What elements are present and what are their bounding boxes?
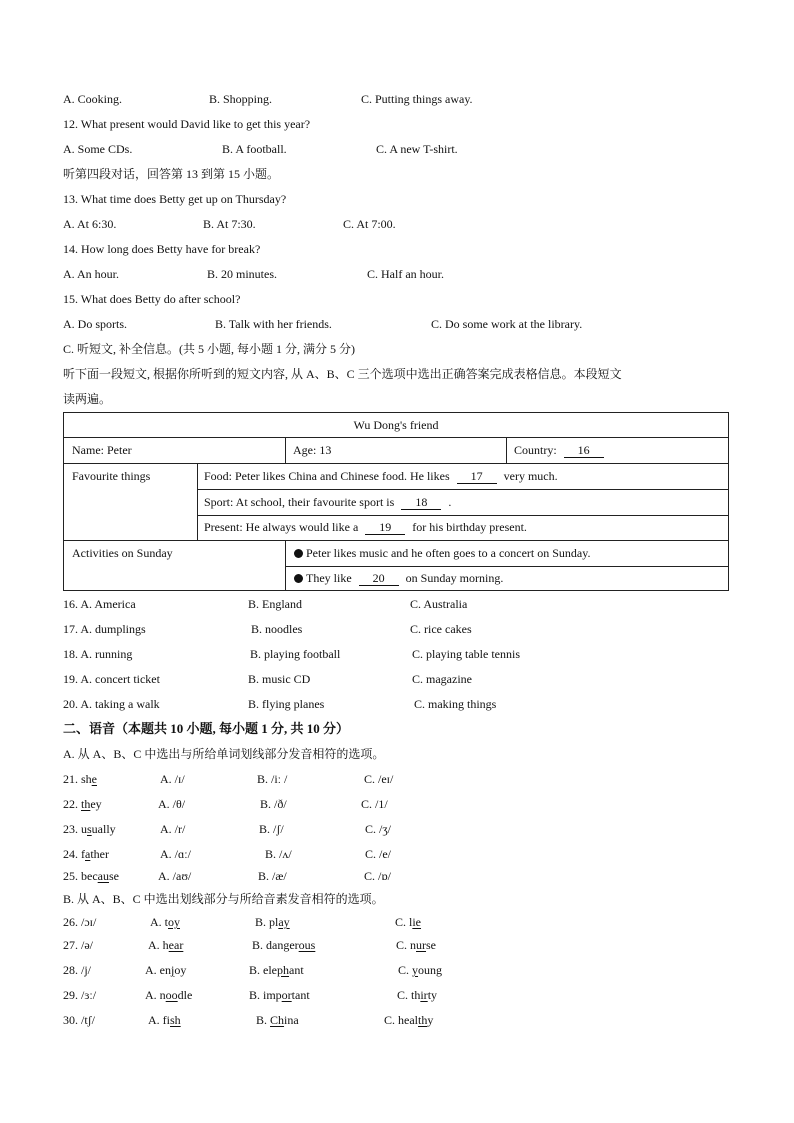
q12-option-a: A. Some CDs.: [63, 142, 133, 156]
q26-option-c: C. lie: [395, 915, 422, 929]
q13-option-a: A. At 6:30.: [63, 217, 117, 231]
q27-option-b: B. dangerous: [252, 938, 316, 952]
blank-18: 18: [401, 495, 441, 510]
q15-option-b: B. Talk with her friends.: [215, 317, 332, 331]
q28-option-a: A. enjoy: [145, 963, 187, 977]
table-activity-1: Peter likes music and he often goes to a concert on Sunday.: [294, 544, 590, 562]
q16-option-b: B. England: [248, 597, 302, 611]
q25-word: 25. because: [63, 869, 119, 883]
q17-option-c: C. rice cakes: [410, 622, 472, 636]
q16-option-c: C. Australia: [410, 597, 468, 611]
bullet-icon: [294, 574, 303, 583]
q13-stem: 13. What time does Betty get up on Thursday?: [63, 192, 287, 206]
blank-17: 17: [457, 469, 497, 484]
q18-option-b: B. playing football: [250, 647, 341, 661]
q30-option-b: B. China: [256, 1013, 299, 1027]
q12-option-b: B. A football.: [222, 142, 287, 156]
table-favourite-label: Favourite things: [72, 469, 151, 483]
q29-option-b: B. important: [249, 988, 310, 1002]
table-title: Wu Dong's friend: [353, 418, 439, 432]
q13-option-b: B. At 7:30.: [203, 217, 256, 231]
q29-option-a: A. noodle: [145, 988, 193, 1002]
q26-option-b: B. play: [255, 915, 290, 929]
q20-option-c: C. making things: [414, 697, 497, 711]
q19-option-a: 19. A. concert ticket: [63, 672, 160, 686]
q16-option-a: 16. A. America: [63, 597, 136, 611]
q17-option-a: 17. A. dumplings: [63, 622, 146, 636]
q29-phoneme: 29. /ɜː/: [63, 988, 97, 1002]
section-c-instruction-cont: 读两遍。: [63, 392, 112, 406]
q21-option-c: C. /eɪ/: [364, 772, 394, 786]
blank-16: 16: [564, 443, 604, 458]
q24-option-b: B. /ʌ/: [265, 847, 292, 861]
q18-option-a: 18. A. running: [63, 647, 133, 661]
q11-option-a: A. Cooking.: [63, 92, 123, 106]
q15-option-a: A. Do sports.: [63, 317, 128, 331]
blank-20: 20: [359, 571, 399, 586]
q15-stem: 15. What does Betty do after school?: [63, 292, 241, 306]
table-activities-label: Activities on Sunday: [72, 546, 173, 560]
q22-option-c: C. /1/: [361, 797, 388, 811]
q28-option-c: C. young: [398, 963, 443, 977]
q20-option-a: 20. A. taking a walk: [63, 697, 160, 711]
table-age: Age: 13: [293, 443, 332, 457]
q20-option-b: B. flying planes: [248, 697, 325, 711]
q13-option-c: C. At 7:00.: [343, 217, 396, 231]
q27-phoneme: 27. /ə/: [63, 938, 93, 952]
q19-option-b: B. music CD: [248, 672, 311, 686]
part4-intro: 听第四段对话，回答第 13 到第 15 小题。: [63, 167, 280, 181]
q21-option-a: A. /ɪ/: [160, 772, 185, 786]
q29-option-c: C. thirty: [397, 988, 438, 1002]
q30-option-c: C. healthy: [384, 1013, 434, 1027]
q17-option-b: B. noodles: [251, 622, 303, 636]
table-country: Country: 16: [514, 441, 604, 459]
q28-phoneme: 28. /j/: [63, 963, 92, 977]
q30-phoneme: 30. /tʃ/: [63, 1013, 95, 1027]
table-food: Food: Peter likes China and Chinese food. He likes 17 very much.: [204, 469, 558, 483]
q28-option-b: B. elephant: [249, 963, 304, 977]
q23-option-b: B. /ʃ/: [259, 822, 284, 836]
section-c-instruction: 听下面一段短文, 根据你所听到的短文内容, 从 A、B、C 三个选项中选出正确答案完成表格信息。本段短文: [63, 367, 622, 381]
q24-option-a: A. /ɑː/: [160, 847, 191, 861]
part2-section-a-instruction: A. 从 A、B、C 中选出与所给单词划线部分发音相符的选项。: [63, 747, 385, 761]
table-name: Name: Peter: [72, 443, 132, 457]
q11-option-c: C. Putting things away.: [361, 92, 473, 106]
q25-option-c: C. /ɒ/: [364, 869, 391, 883]
q26-option-a: A. toy: [150, 915, 180, 929]
q14-option-a: A. An hour.: [63, 267, 120, 281]
q11-option-b: B. Shopping.: [209, 92, 273, 106]
q12-stem: 12. What present would David like to get this year?: [63, 117, 311, 131]
q23-option-c: C. /ʒ/: [365, 822, 391, 836]
part2-section-b-instruction: B. 从 A、B、C 中选出划线部分与所给音素发音相符的选项。: [63, 892, 384, 906]
q15-option-c: C. Do some work at the library.: [431, 317, 583, 331]
q24-word: 24. father: [63, 847, 109, 861]
info-table: [63, 412, 729, 591]
q14-stem: 14. How long does Betty have for break?: [63, 242, 261, 256]
q21-word: 21. she: [63, 772, 97, 786]
q23-option-a: A. /r/: [160, 822, 186, 836]
section-c-title: C. 听短文, 补全信息。(共 5 小题, 每小题 1 分, 满分 5 分): [63, 342, 355, 356]
q23-word: 23. usually: [63, 822, 116, 836]
q25-option-a: A. /aʊ/: [158, 869, 192, 883]
q24-option-c: C. /e/: [365, 847, 391, 861]
part2-title: 二、语音（本题共 10 小题, 每小题 1 分, 共 10 分）: [63, 721, 350, 736]
table-activity-2: They like 20 on Sunday morning.: [294, 569, 503, 587]
q14-option-b: B. 20 minutes.: [207, 267, 278, 281]
q26-phoneme: 26. /ɔɪ/: [63, 915, 97, 929]
q22-word: 22. they: [63, 797, 102, 811]
q12-option-c: C. A new T-shirt.: [376, 142, 458, 156]
table-present: Present: He always would like a 19 for his birthday present.: [204, 520, 527, 534]
q25-option-b: B. /æ/: [258, 869, 287, 883]
q19-option-c: C. magazine: [412, 672, 472, 686]
q30-option-a: A. fish: [148, 1013, 181, 1027]
table-sport: Sport: At school, their favourite sport is 18 .: [204, 495, 452, 509]
blank-19: 19: [365, 520, 405, 535]
q22-option-a: A. /θ/: [158, 797, 186, 811]
q22-option-b: B. /ð/: [260, 797, 287, 811]
q14-option-c: C. Half an hour.: [367, 267, 444, 281]
q18-option-c: C. playing table tennis: [412, 647, 520, 661]
q27-option-a: A. hear: [148, 938, 184, 952]
bullet-icon: [294, 549, 303, 558]
q27-option-c: C. nurse: [396, 938, 437, 952]
q21-option-b: B. /iː /: [257, 772, 288, 786]
